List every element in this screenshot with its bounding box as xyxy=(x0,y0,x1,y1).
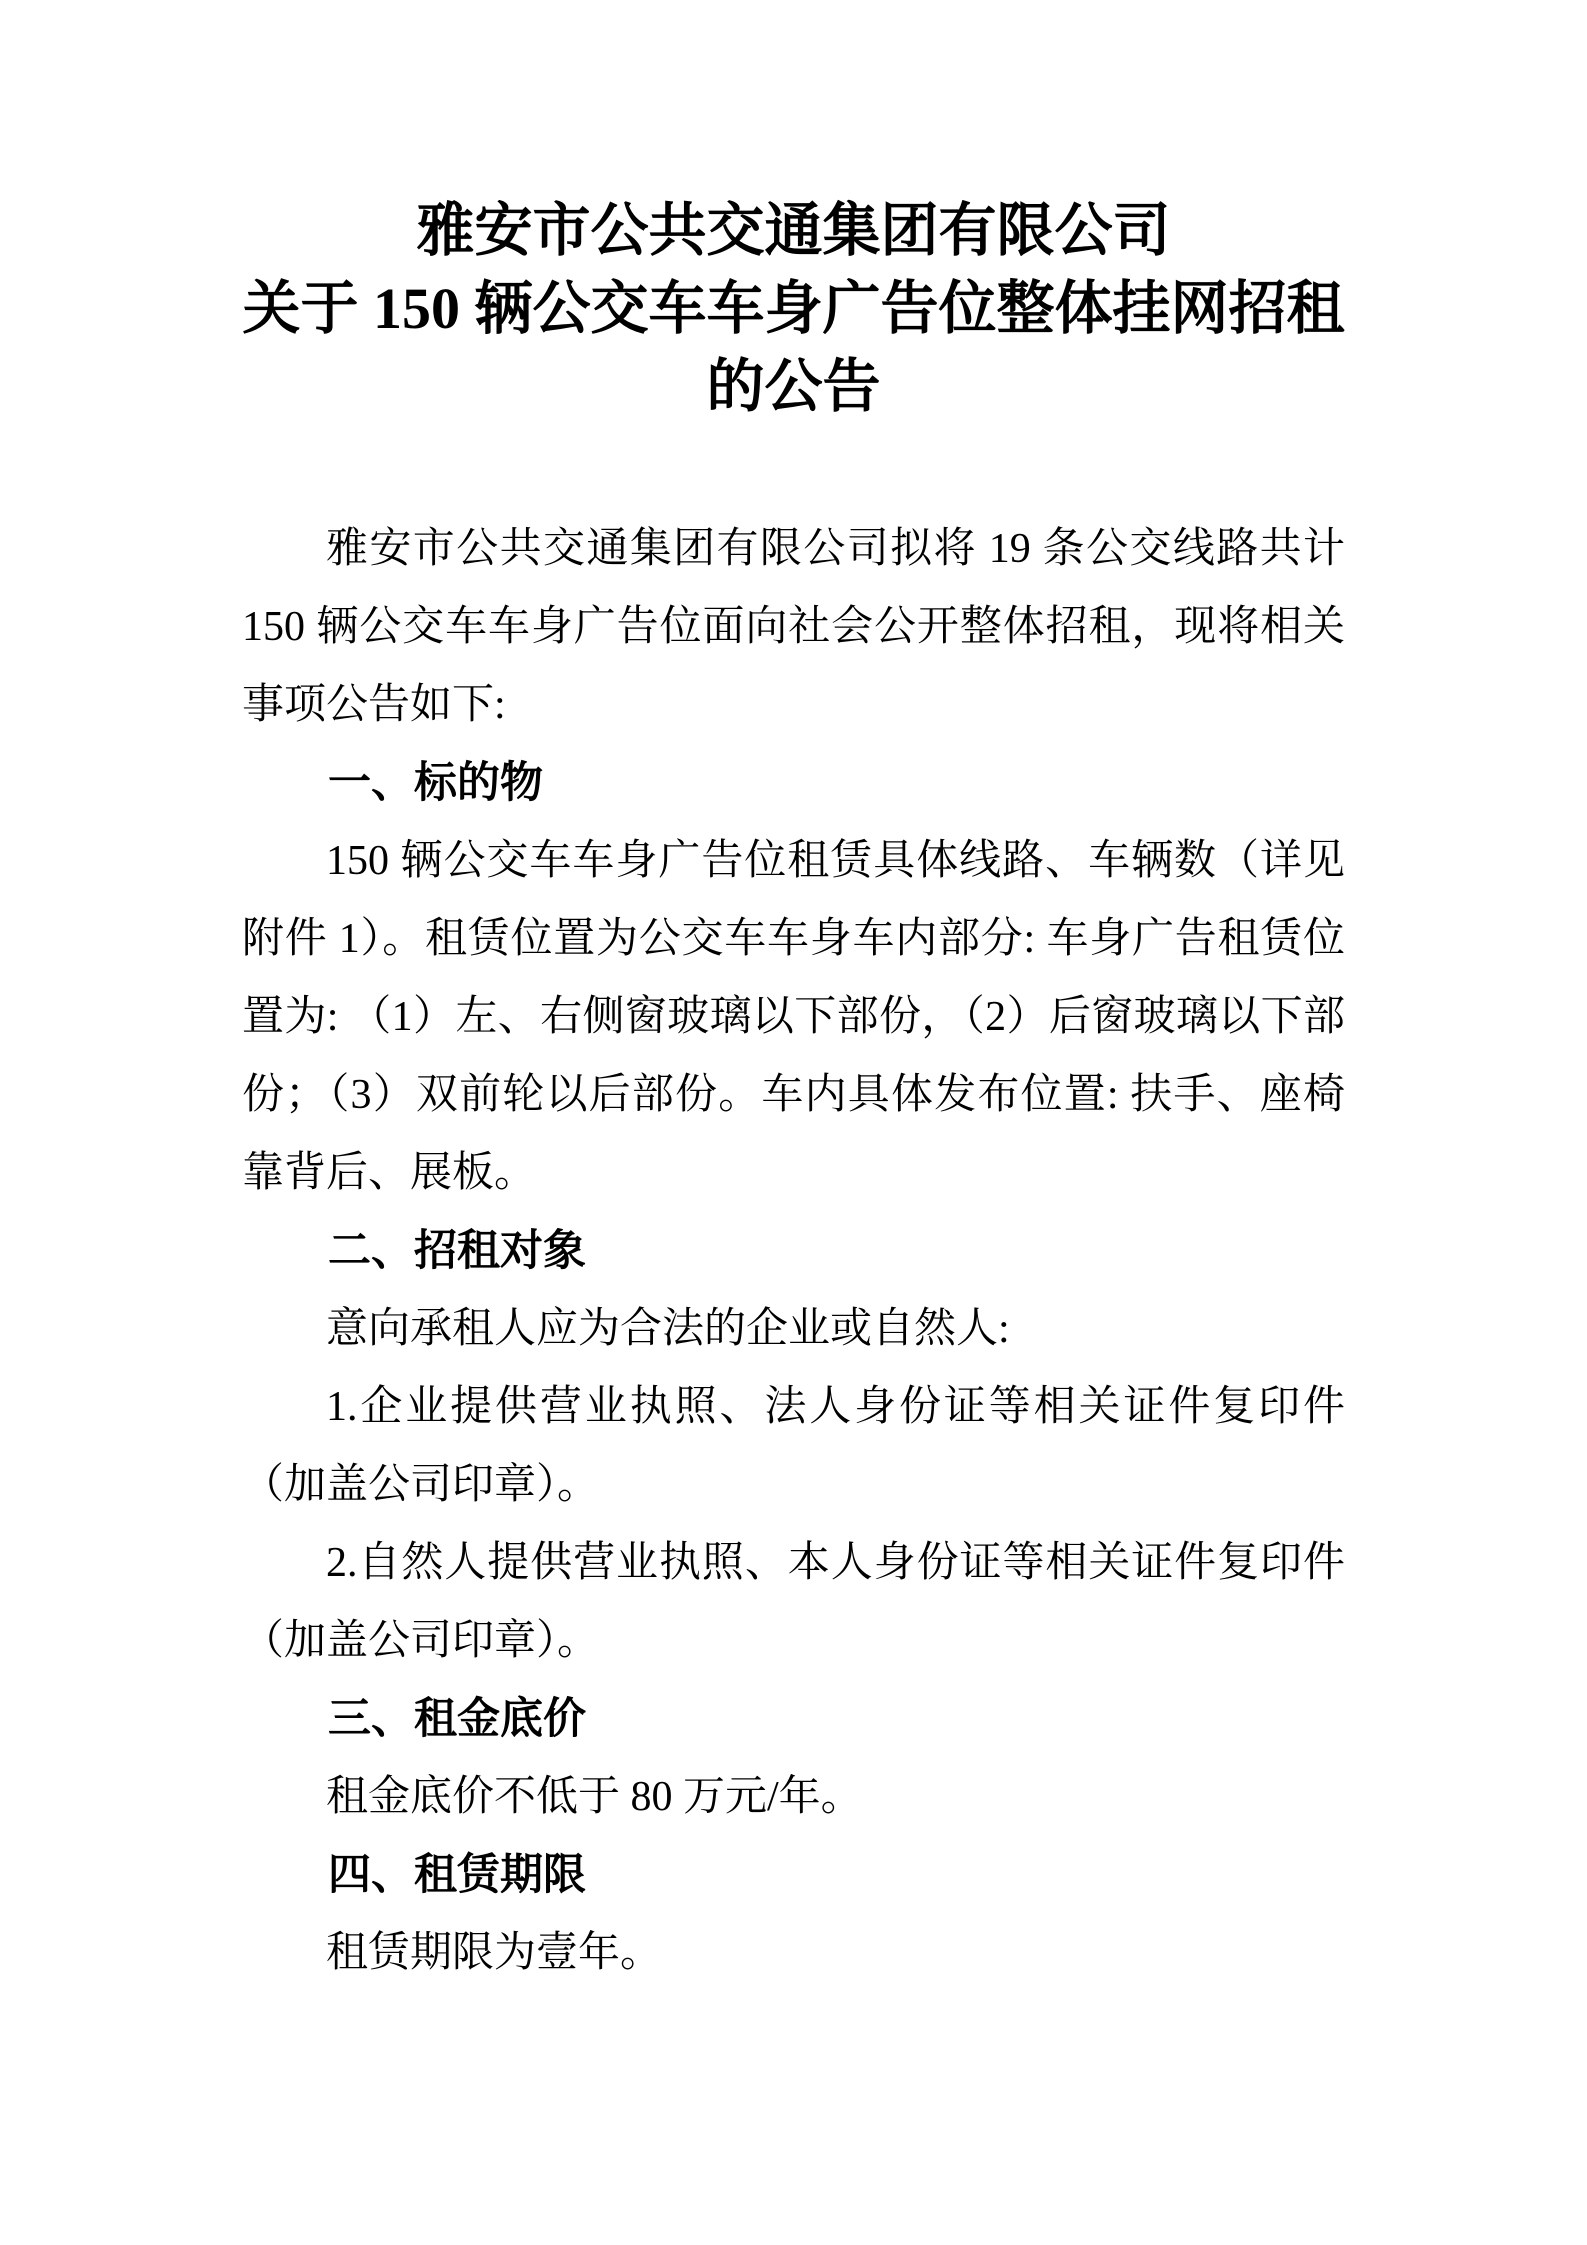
section-heading-base-rent: 三、租金底价 xyxy=(328,1695,586,1743)
title-line-3: 的公告 xyxy=(706,354,881,419)
section-heading-subject-matter: 一、标的物 xyxy=(328,759,543,807)
document-title xyxy=(242,192,1345,426)
base-rent-paragraph: 租金底价不低于 80 万元/年。 xyxy=(326,1774,863,1820)
subject-matter-paragraph: 150 辆公交车车身广告位租赁具体线路、车辆数（详见附件 1）。租赁位置为公交车车身车内部分: 车身广告租赁位置为: （1）左、右侧窗玻璃以下部份，（2）后窗玻璃以下部份；（3）双前轮以后部份。车内具体发布位置: 扶手、座椅靠背后、展板。 xyxy=(242,838,1345,1196)
section-heading-lease-targets: 二、招租对象 xyxy=(328,1227,586,1275)
lease-targets-item-1-paragraph: 1.企业提供营业执照、法人身份证等相关证件复印件（加盖公司印章）。 xyxy=(242,1384,1345,1508)
document-body xyxy=(242,510,1345,1992)
lease-term-paragraph: 租赁期限为壹年。 xyxy=(326,1930,663,1976)
title-line-1: 雅安市公共交通集团有限公司 xyxy=(416,198,1171,263)
lease-targets-item-2-paragraph: 2.自然人提供营业执照、本人身份证等相关证件复印件（加盖公司印章）。 xyxy=(242,1540,1345,1664)
title-line-2: 关于 150 辆公交车车身广告位整体挂网招租 xyxy=(242,276,1345,341)
section-heading-lease-term: 四、租赁期限 xyxy=(328,1851,586,1899)
intro-paragraph: 雅安市公共交通集团有限公司拟将 19 条公交线路共计 150 辆公交车车身广告位面向社会公开整体招租，现将相关事项公告如下: xyxy=(242,526,1345,728)
lease-targets-intro-paragraph: 意向承租人应为合法的企业或自然人: xyxy=(326,1306,1010,1352)
